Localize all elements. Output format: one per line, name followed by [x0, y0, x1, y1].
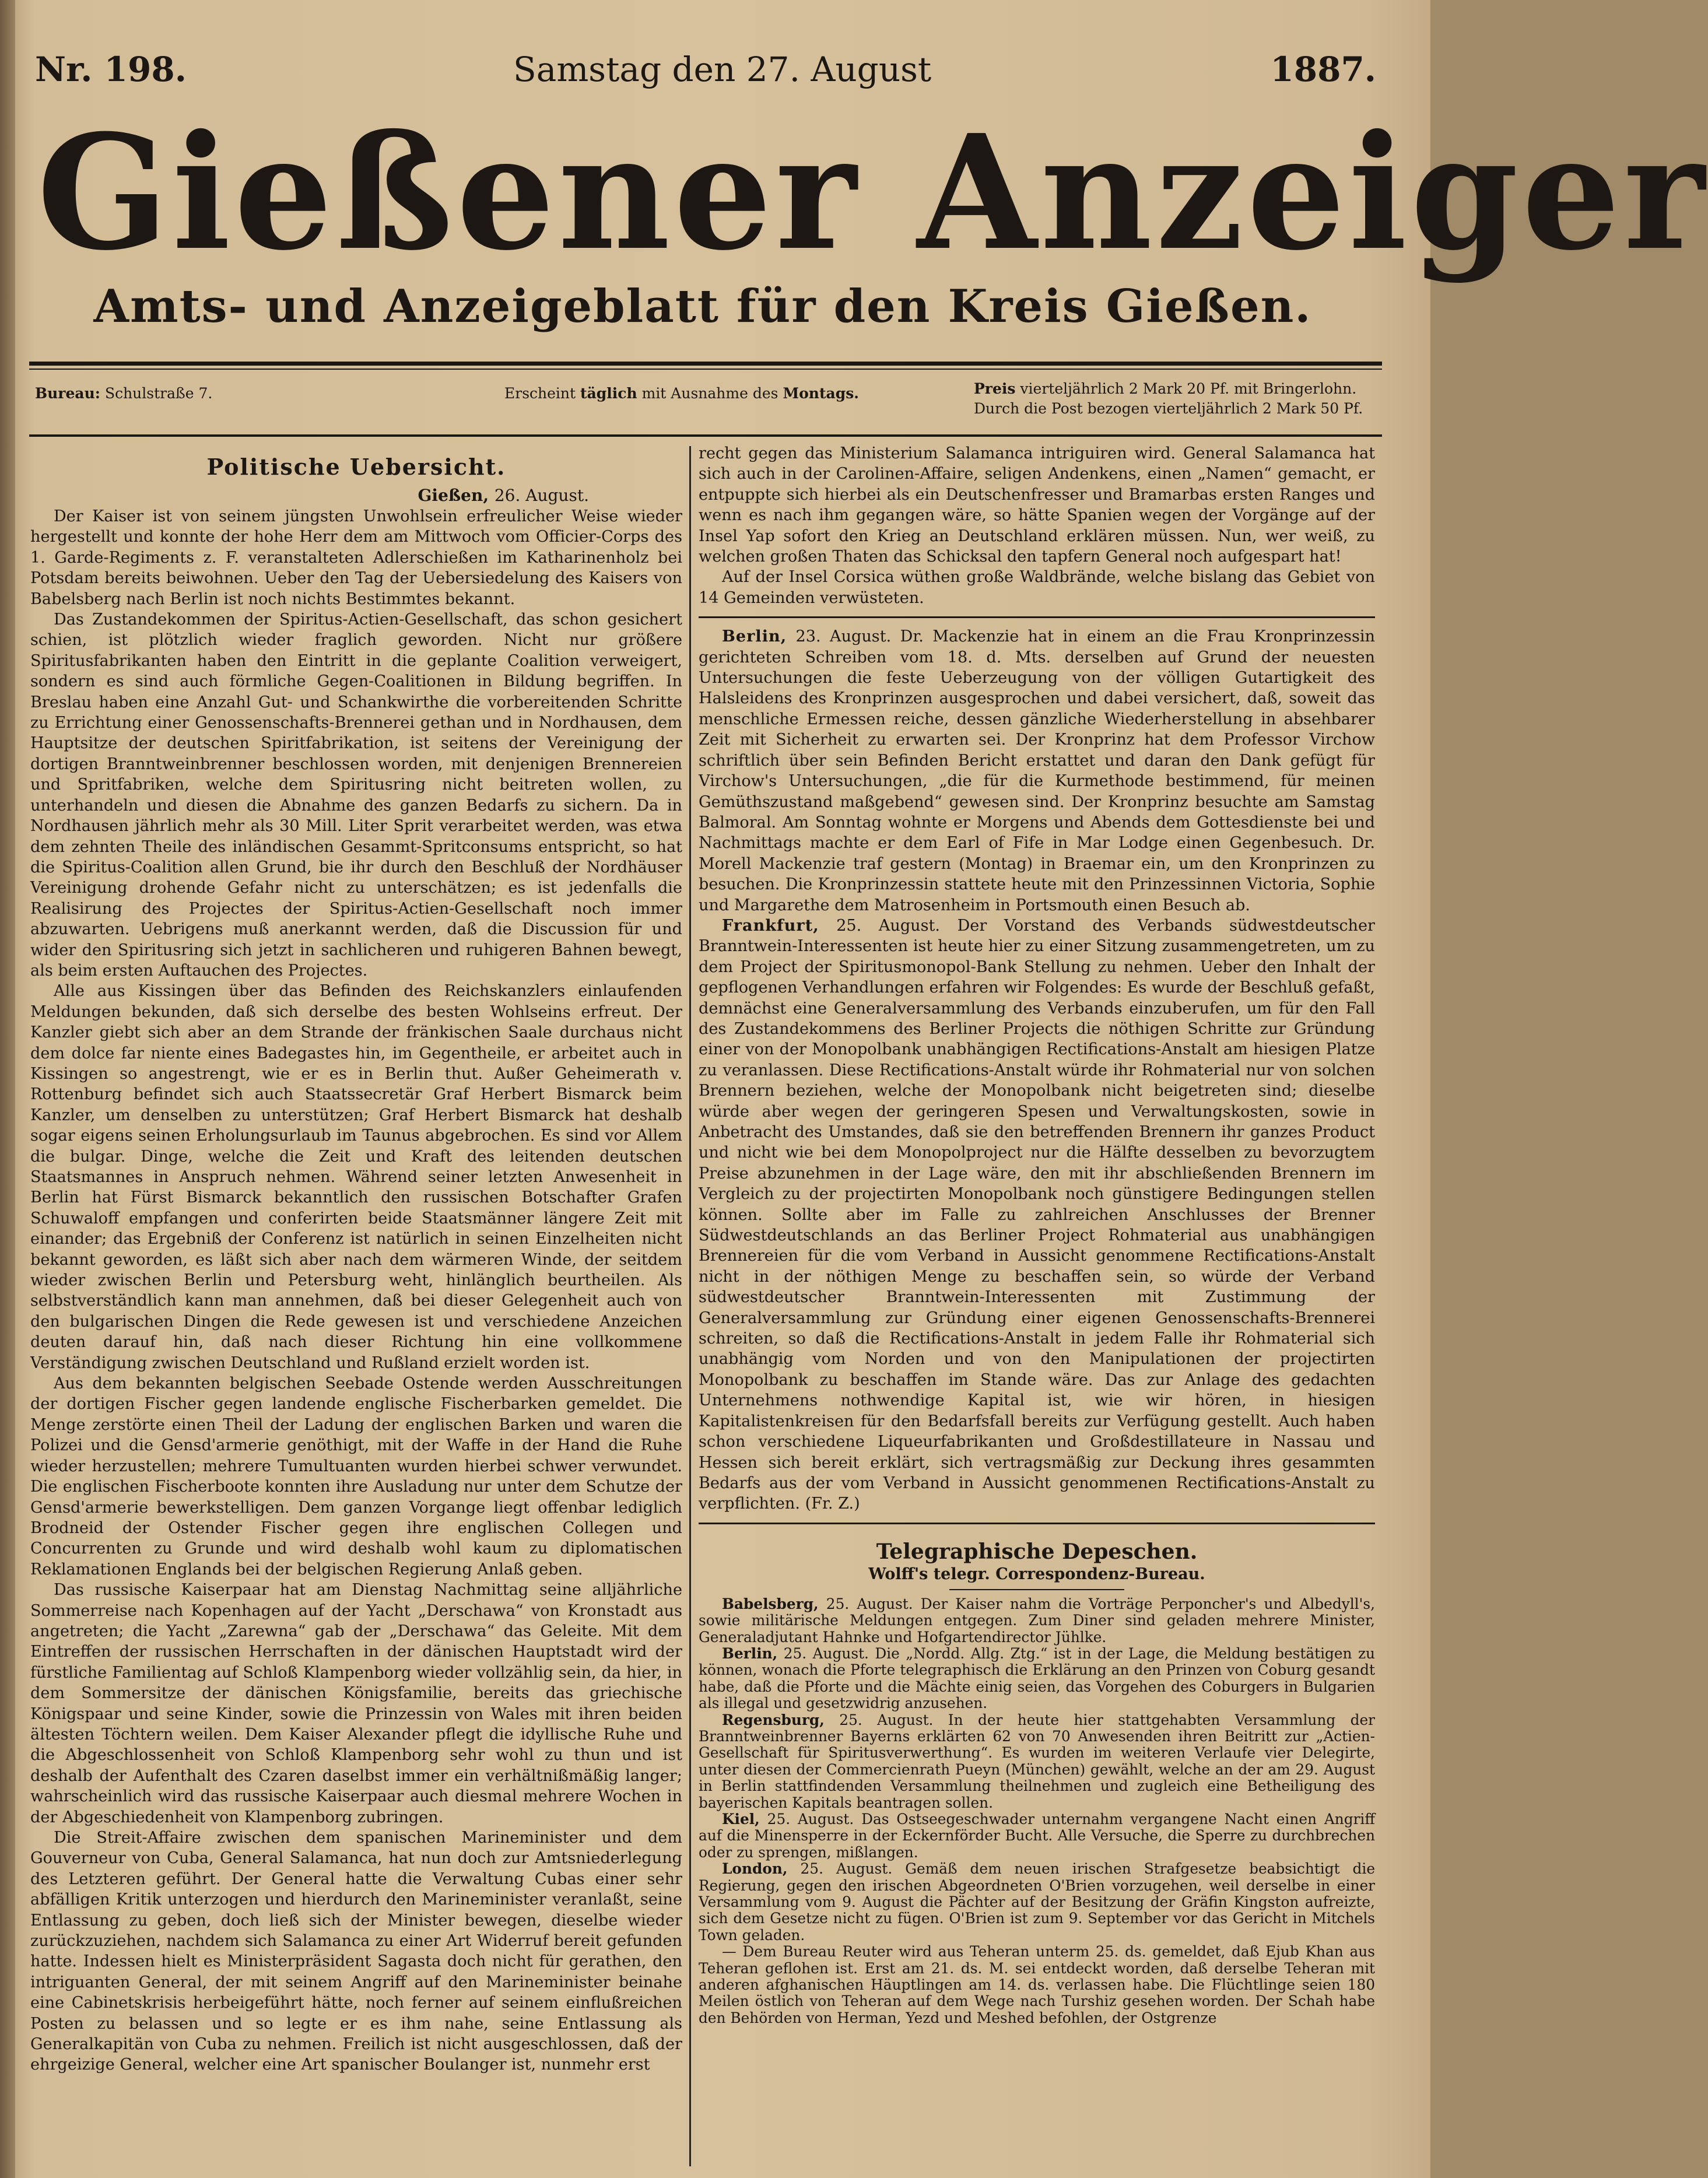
erscheint-day: Montags.	[783, 385, 859, 402]
article-berlin	[699, 626, 1375, 916]
tele-regensburg-text: 25. August. In der heute hier stattgehabten Versammlung der Branntweinbrenner Bayerns erklärten 62 von 70 Anwesenden ihren Beitritt zur „Actien-Gesellschaft für Spiritusverwerthung“. Es wurden im weiteren Verlaufe vier Delegirte, unter diesen der Commercienrath Pueyn (München) gewählt, welche an der am 29. August in Berlin stattfindenden Versammlung theilnehmen und zugleich eine Betheiligung des bayerischen Kapitals beantragen sollen.	[699, 1711, 1375, 1811]
section-title-politische-uebersicht: Politische Uebersicht.	[206, 454, 506, 480]
article-corsica: Auf der Insel Corsica wüthen große Waldbrände, welche bislang das Gebiet von 14 Gemeinden verwüsteten.	[699, 568, 1375, 607]
article-salamanca-continued: recht gegen das Ministerium Salamanca intriguiren wird. General Salamanca hat sich auch in der Carolinen-Affaire, seligen Andenkens, einen „Namen“ gemacht, er entpuppte sich hierbei als ein Deutschenfresser und Bramarbas ersten Ranges und wenn es nach ihm gegangen wäre, so hätte Spanien wegen der Vorgänge auf der Insel Yap sofort den Krieg an Deutschland erklären müssen. Nun, wer weiß, zu welchen großen Thaten das Schicksal den tapfern General noch aufgespart hat!	[699, 444, 1375, 566]
tele-dateline-babelsberg: Babelsberg,	[722, 1595, 819, 1612]
erscheint-pre: Erscheint	[504, 385, 576, 402]
dateline-date: 26. August.	[494, 486, 589, 505]
info-bar	[35, 379, 1376, 426]
tele-kiel	[699, 1811, 1375, 1861]
telegraph-rule	[949, 1589, 1124, 1590]
tele-teheran: — Dem Bureau Reuter wird aus Teheran unterm 25. ds. gemeldet, daß Ejub Khan aus Teheran geflohen ist. Erst am 21. ds. M. sei entdeckt worden, daß derselbe Teheran mit anderen afghanischen Häuptlingen am 14. ds. verlassen habe. Die Flüchtlinge seien 180 Meilen östlich von Teheran auf dem Wege nach Turshiz gesehen worden. Der Schah habe den Behörden von Herman, Yezd und Meshed befohlen, der Ostgrenze	[699, 1943, 1375, 2026]
preis-line-2: Durch die Post bezogen vierteljährlich 2 Mark 50 Pf.	[974, 400, 1363, 417]
section-separator	[699, 616, 1375, 618]
newspaper-title: Gießener Anzeiger	[37, 100, 1708, 285]
erscheint-bold: täglich	[580, 385, 637, 402]
bureau-info	[35, 384, 212, 404]
newspaper-subtitle: Amts- und Anzeigeblatt für den Kreis Gießen.	[93, 280, 1312, 333]
tele-berlin-text: 25. August. Die „Nordd. Allg. Ztg.“ ist in der Lage, die Meldung bestätigen zu können, wonach die Pforte telegraphisch die Erklärung an den Prinzen von Coburg gesandt habe, daß die Pforte und die Mächte einig seien, das Vorgehen des Coburgers in Bulgarien als illegal und gesetzwidrig anzusehen.	[699, 1644, 1375, 1712]
right-column	[699, 443, 1375, 2169]
article-kissingen: Alle aus Kissingen über das Befinden des Reichskanzlers einlaufenden Meldungen bekunden, daß sich derselbe des besten Wohlseins erfreut. Der Kanzler giebt sich aber an dem Strande der fränkischen Saale durchaus nicht dem dolce far niente eines Badegastes hin, im Gegentheile, er arbeitet auch in Kissingen so angestrengt, wie er es in Berlin thut. Außer Geheimerath v. Rottenburg befindet sich auch Staatssecretär Graf Herbert Bismarck beim Kanzler, um denselben zu unterstützen; Graf Herbert Bismarck hat deshalb sogar eigens seinen Erholungsurlaub im Taunus abgebrochen. Es sind vor Allem die bulgar. Dinge, welche die Zeit und Kraft des leitenden deutschen Staatsmannes in Anspruch nehmen. Während seiner letzten Anwesenheit in Berlin hat Fürst Bismarck bekanntlich den russischen Botschafter Grafen Schuwaloff empfangen und conferirten beide Staatsmänner längere Zeit mit einander; das Ergebniß der Conferenz ist natürlich in seinen Einzelheiten nicht bekannt geworden, es läßt sich aber nach dem wärmeren Winde, der seitdem wieder zwischen Berlin und Petersburg weht, hinlänglich beurtheilen. Als selbstverständlich kann man annehmen, daß bei dieser Gelegenheit auch von den bulgarischen Dingen die Rede gewesen ist und verschiedene Anzeichen deuten darauf hin, daß nach dieser Richtung hin eine vollkommene Verständigung zwischen Deutschland und Rußland erzielt worden ist.	[30, 982, 682, 1372]
masthead-top-line	[35, 50, 1376, 102]
tele-london-text: 25. August. Gemäß dem neuen irischen Strafgesetze beabsichtigt die Regierung, gegen den irischen Abgeordneten O'Brien vorzugehen, weil derselbe in einer Versammlung vom 9. August die Pächter auf der Besitzung der Gräfin Kingston aufreizte, sich dem Gesetze nicht zu fügen. O'Brien ist zum 9. September vor das Gericht in Mitchels Town geladen.	[699, 1860, 1375, 1944]
tele-london	[699, 1861, 1375, 1944]
telegraph-subtitle: Wolff's telegr. Correspondenz-Bureau.	[868, 1565, 1205, 1583]
column-divider	[689, 446, 691, 2166]
issue-year: 1887.	[1270, 50, 1376, 89]
article-ostende: Aus dem bekannten belgischen Seebade Ostende werden Ausschreitungen der dortigen Fischer gegen landende englische Fischerbarken gemeldet. Die Menge zerstörte einen Theil der Ladung der englischen Barken und waren die Polizei und die Gensd'armerie genöthigt, mit der Waffe in der Hand die Ruhe wieder herzustellen; mehrere Tumultuanten wurden hierbei schwer verwundet. Die englischen Fischerboote konnten ihre Ausladung nur unter dem Schutze der Gensd'armerie bewerkstelligen. Dem ganzen Vorgange liegt offenbar lediglich Brodneid der Ostender Fischer gegen ihre englischen Collegen und Concurrenten zu Grunde und wird deshalb wohl kaum zu diplomatischen Reklamationen Englands bei der belgischen Regierung Anlaß geben.	[30, 1374, 682, 1579]
bureau-label: Bureau:	[35, 385, 100, 402]
erscheint-mid: mit Ausnahme des	[641, 385, 778, 402]
tele-kiel-text: 25. August. Das Ostseegeschwader unternahm vergangene Nacht einen Angriff auf die Minensperre in der Eckernförder Bucht. Alle Versuche, die Sperre zu durchbrechen oder zu sprengen, mißlangen.	[699, 1811, 1375, 1861]
dateline-giessen	[30, 486, 682, 505]
dateline-place: Gießen,	[418, 486, 489, 505]
bureau-address: Schulstraße 7.	[104, 385, 213, 402]
tele-dateline-london: London,	[722, 1860, 788, 1878]
telegraph-title: Telegraphische Depeschen.	[876, 1539, 1198, 1564]
tele-dateline-kiel: Kiel,	[722, 1811, 760, 1828]
article-frankfurt	[699, 916, 1375, 1514]
preis-label: Preis	[974, 380, 1016, 397]
publication-frequency	[504, 384, 859, 404]
masthead-rule-top	[29, 362, 1382, 366]
section-separator-2	[699, 1523, 1375, 1524]
dateline-frankfurt: Frankfurt,	[722, 916, 819, 935]
binding-edge	[0, 0, 15, 2178]
article-streit-affaire: Die Streit-Affaire zwischen dem spanischen Marineminister und dem Gouverneur von Cuba, General Salamanca, hat nun doch zur Amtsniederlegung des Letzteren geführt. Der General hatte die Verwaltung Cubas einer sehr abfälligen Kritik unterzogen und hierdurch den Marineminister veranlaßt, seine Entlassung zu geben, doch ließ sich der Minister bewegen, dieselbe wieder zurückzuziehen, nachdem sich Salamanca zu einer Art Widerruf bereit gefunden hatte. Indessen hielt es Ministerpräsident Sagasta doch nicht für gerathen, den intriguanten General, der mit seinem Angriff auf den Marineminister beinahe eine Cabinetskrisis herbeigeführt hätte, noch ferner auf seinem einflußreichen Posten zu belassen und so legte er es ihm nahe, seine Entlassung als Generalkapitän von Cuba zu nehmen. Freilich ist nicht ausgeschlossen, daß der ehrgeizige General, welcher eine Art spanischer Boulanger ist, nunmehr erst	[30, 1829, 682, 2074]
article-frankfurt-text: 25. August. Der Vorstand des Verbands südwestdeutscher Branntwein-Interessenten ist heute hier zu einer Sitzung zusammengetreten, um zu dem Project der Spiritusmonopol-Bank Stellung zu nehmen. Ueber den Inhalt der gepflogenen Verhandlungen erfahren wir Folgendes: Es wurde der Beschluß gefaßt, demnächst eine Generalversammlung des Verbands einzuberufen, um für den Fall des Zustandekommens des Berliner Projects die nöthigen Schritte zur Gründung einer von der Monopolbank unabhängigen Rectifications-Anstalt am hiesigen Platze zu veranlassen. Diese Rectifications-Anstalt würde ihr Rohmaterial nur von solchen Brennern beziehen, welche der Monopolbank nicht beigetreten sind; dieselbe würde aber wegen der geringeren Spesen und Verwaltungskosten, sowie in Anbetracht des Umstandes, daß sie den betreffenden Brennern ihr ganzes Product und nicht wie bei dem Monopolproject nur die Hälfte desselben zu bevorzugtem Preise abzunehmen in der Lage wäre, den mit ihr abschließenden Brennern im Vergleich zu der projectirten Monopolbank noch günstigere Bedingungen stellen können. Sollte aber im Falle zu zahlreichen Anschlusses der Brenner Südwestdeutschlands an das Berliner Project Rohmaterial aus unabhängigen Brennereien für die vom Verband in Aussicht genommene Rectifications-Anstalt nicht in der nöthigen Menge zu beschaffen sein, so würde der Verband südwestdeutscher Branntwein-Interessenten mit Zustimmung der Generalversammlung zur Gründung einer eigenen Genossenschafts-Brennerei schreiten, so daß die Rectifications-Anstalt in jedem Falle ihr Rohmaterial sich unabhängig vom Norden und von den Manipulationen der projectirten Monopolbank zu beschaffen im Stande wäre. Das zur Anlage des gedachten Unternehmens nothwendige Kapital ist, wie wir hören, in hiesigen Kapitalistenkreisen für den Bedarfsfall bereits zur Verfügung gestellt. Auch haben schon verschiedene Liqueurfabrikanten und Großdestillateure in Nassau und Hessen sich bereit erklärt, sich vertragsmäßig zur Deckung ihres gesammten Bedarfs aus der vom Verband in Aussicht genommenen Rectifications-Anstalt zu verpflichten. (Fr. Z.)	[699, 916, 1375, 1513]
issue-number: Nr. 198.	[35, 50, 187, 89]
tele-babelsberg-text: 25. August. Der Kaiser nahm die Vorträge Perponcher's und Albedyll's, sowie militärische Meldungen entgegen. Zum Diner sind geladen mehrere Minister, Generaladjutant Hahnke und Hofgartendirector Jühlke.	[699, 1595, 1375, 1646]
dateline-berlin: Berlin,	[722, 627, 787, 646]
tele-berlin	[699, 1646, 1375, 1712]
issue-date: Samstag den 27. August	[513, 50, 932, 89]
tele-babelsberg	[699, 1596, 1375, 1646]
tele-regensburg	[699, 1712, 1375, 1811]
left-column	[30, 443, 682, 2169]
info-bar-rule	[29, 434, 1382, 437]
preis-line-1: vierteljährlich 2 Mark 20 Pf. mit Bringerlohn.	[1020, 380, 1357, 397]
article-spiritus: Das Zustandekommen der Spiritus-Actien-Gesellschaft, das schon gesichert schien, ist plötzlich wieder fraglich geworden. Nicht nur größere Spiritusfabrikanten haben den Eintritt in die geplante Coalition verweigert, sondern es sind auch förmliche Gegen-Coalitionen in Bildung begriffen. In Breslau haben eine Anzahl Gut- und Schankwirthe die vorbereitenden Schritte zu Errichtung einer Genossenschafts-Brennerei gethan und in Nordhausen, dem Hauptsitze der deutschen Spiritfabrikation, ist seitens der Vereinigung der dortigen Branntweinbrenner beschlossen worden, mit denjenigen Brennereien und Spritfabriken, welche dem Spiritusring nicht beitreten wollen, zu unterhandeln und diesen die Abnahme des ganzen Bedarfs zu sichern. Da in Nordhausen jährlich mehr als 30 Mill. Liter Sprit verarbeitet werden, was etwa dem zehnten Theile des inländischen Gesammt-Spritconsums entspricht, so hat die Spiritus-Coalition allen Grund, bie ihr durch den Beschluß der Nordhäuser Vereinigung drohende Gefahr nicht zu unterschätzen; es ist jedenfalls die Realisirung des Projectes der Spiritus-Actien-Gesellschaft noch immer abzuwarten. Uebrigens muß anerkannt werden, daß die Discussion für und wider den Spiritusring sich jetzt in sachlicheren und ruhigeren Bahnen bewegt, als beim ersten Auftauchen des Projectes.	[30, 611, 682, 980]
tele-dateline-regensburg: Regensburg,	[722, 1711, 825, 1728]
article-kaiserpaar: Das russische Kaiserpaar hat am Dienstag Nachmittag seine alljährliche Sommerreise nach Kopenhagen auf der Yacht „Derschawa“ von Kronstadt aus angetreten; die Yacht „Zarewna“ gab der „Derschawa“ das Geleite. Mit dem Eintreffen der russischen Herrschaften in der dänischen Hauptstadt wird der fürstliche Familientag auf Schloß Klampenborg wieder vollzählig sein, da hier, in dem Sommersitze der dänischen Königsfamilie, bereits das griechische Königspaar und seine Kinder, sowie die Prinzessin von Wales mit ihren beiden ältesten Töchtern weilen. Dem Kaiser Alexander pflegt die idyllische Ruhe und die Abgeschlossenheit von Schloß Klampenborg sehr wohl zu thun und ist deshalb der Aufenthalt des Czaren daselbst immer ein verhältnißmäßig langer; wahrscheinlich wird das russische Kaiserpaar auch diesmal mehrere Wochen in der Abgeschiedenheit von Klampenborg zubringen.	[30, 1581, 682, 1826]
article-berlin-text: 23. August. Dr. Mackenzie hat in einem an die Frau Kronprinzessin gerichteten Schreiben vom 18. d. Mts. derselben auf Grund der neuesten Untersuchungen die feste Ueberzeugung von der völligen Gutartigkeit des Halsleidens des Kronprinzen ausgesprochen und dabei versichert, daß, soweit das menschliche Ermessen reiche, dessen gänzliche Wiederherstellung in absehbarer Zeit mit Sicherheit zu erwarten sei. Der Kronprinz hat dem Professor Virchow schriftlich über sein Befinden Bericht erstattet und daran den Dank gefügt für Virchow's Untersuchungen, „die für die Kurmethode bestimmend, für meinen Gemüthszustand maßgebend“ gewesen sind. Der Kronprinz besuchte am Samstag Balmoral. Am Sonntag wohnte er Morgens und Abends dem Gottesdienste bei und Nachmittags machte er dem Earl of Fife in Mar Lodge einen Gegenbesuch. Dr. Morell Mackenzie traf gestern (Montag) in Braemar ein, um den Kronprinzen zu besuchen. Die Kronprinzessin stattete heute mit den Prinzessinnen Victoria, Sophie und Margarethe dem Matrosenheim in Portsmouth einen Besuch ab.	[699, 627, 1375, 914]
tele-dateline-berlin: Berlin,	[722, 1644, 778, 1662]
price-info	[974, 379, 1376, 419]
masthead-rule-thin	[29, 369, 1382, 370]
article-kaiser: Der Kaiser ist von seinem jüngsten Unwohlsein erfreulicher Weise wieder hergestellt und konnte der hohe Herr dem am Mittwoch vom Officier-Corps des 1. Garde-Regiments z. F. veranstalteten Adlerschießen im Katharinenholz bei Potsdam bereits beiwohnen. Ueber den Tag der Uebersiedelung des Kaisers von Babelsberg nach Berlin ist noch nichts Bestimmtes bekannt.	[30, 507, 682, 608]
